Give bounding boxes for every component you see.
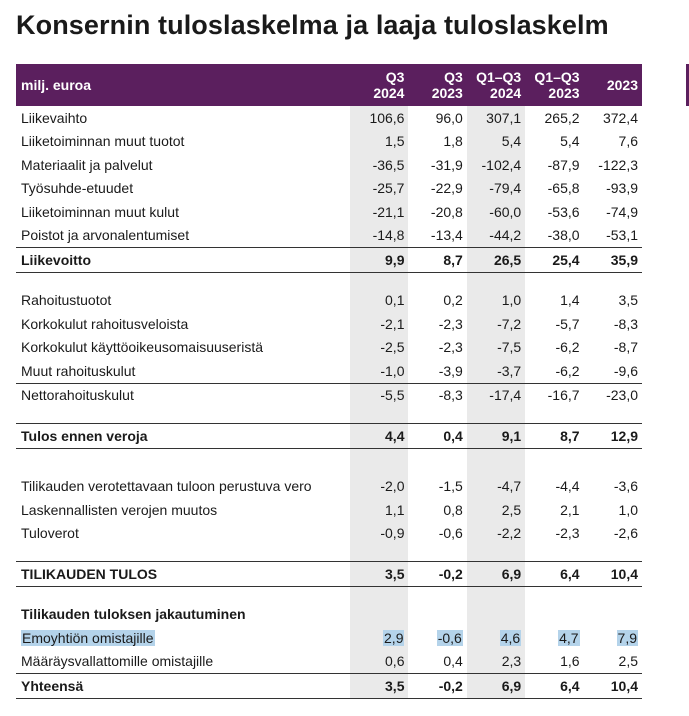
spacer-row xyxy=(16,545,642,562)
table-row xyxy=(16,650,642,674)
cell: -8,3 xyxy=(613,315,638,332)
cell: 307,1 xyxy=(467,106,525,130)
table-row xyxy=(16,336,642,360)
total-row-net-profit xyxy=(16,562,642,587)
cell: -3,6 xyxy=(613,478,638,495)
table-row xyxy=(16,224,642,248)
table-row xyxy=(16,475,642,499)
table-row xyxy=(16,106,642,130)
cell xyxy=(408,626,466,650)
cell: -79,4 xyxy=(467,177,525,201)
cell: -25,7 xyxy=(350,177,408,201)
cell: -8,3 xyxy=(438,387,463,404)
spacer-row xyxy=(16,272,642,289)
table-row xyxy=(16,359,642,383)
cell: 7,6 xyxy=(618,133,638,150)
cell: -1,5 xyxy=(438,478,463,495)
cell: -5,5 xyxy=(350,383,408,407)
cell: 2,1 xyxy=(560,501,580,518)
total-row-operating-profit xyxy=(16,248,642,273)
cell: -53,1 xyxy=(606,227,638,244)
section-heading-row xyxy=(16,603,642,627)
cell: -9,6 xyxy=(584,359,642,383)
row-label: Liiketoiminnan muut kulut xyxy=(21,203,179,220)
cell: -0,2 xyxy=(408,674,466,699)
cell: 3,5 xyxy=(618,292,638,309)
cell: 0,8 xyxy=(443,501,463,518)
table-row xyxy=(16,626,642,650)
cell: 1,4 xyxy=(560,292,580,309)
cell xyxy=(467,626,525,650)
cell: -20,8 xyxy=(430,203,463,220)
cell: -0,6 xyxy=(438,525,463,542)
total-row-sum xyxy=(16,674,642,699)
row-label: Rahoitustuotot xyxy=(21,292,112,309)
total-row-profit-before-tax xyxy=(16,424,642,449)
cell: 3,5 xyxy=(350,674,408,699)
cell: 96,0 xyxy=(435,109,463,126)
row-label: TILIKAUDEN TULOS xyxy=(16,562,350,587)
cell: 12,9 xyxy=(584,424,642,449)
spacer-row xyxy=(16,586,642,603)
cell: -3,7 xyxy=(467,359,525,383)
table-row xyxy=(16,153,642,177)
col-header-q3-2023: Q3 2023 xyxy=(408,64,466,106)
row-label: Liikevoitto xyxy=(16,248,350,273)
table-row xyxy=(16,498,642,522)
cell: -2,1 xyxy=(350,312,408,336)
cell: 1,1 xyxy=(350,498,408,522)
cell: 9,9 xyxy=(350,248,408,273)
row-label xyxy=(16,626,350,650)
cell: 35,9 xyxy=(584,248,642,273)
cell: -87,9 xyxy=(547,156,580,173)
cell: 5,4 xyxy=(560,133,580,150)
cell: 106,6 xyxy=(350,106,408,130)
cell: -22,9 xyxy=(430,180,463,197)
cell: -74,9 xyxy=(606,203,638,220)
cell: -4,7 xyxy=(467,475,525,499)
table-row xyxy=(16,383,642,407)
row-label: Tulos ennen veroja xyxy=(16,424,350,449)
table-row xyxy=(16,200,642,224)
cell: -2,2 xyxy=(467,522,525,546)
cell: -6,2 xyxy=(525,359,583,383)
cell: 3,5 xyxy=(350,562,408,587)
cell: -93,9 xyxy=(606,180,638,197)
row-label: Tilikauden verotettavaan tuloon perustuva vero xyxy=(21,478,312,495)
row-label: Korkokulut käyttöoikeusomaisuuseristä xyxy=(21,339,264,356)
cell: 10,4 xyxy=(584,562,642,587)
highlighted-text: -0,6 xyxy=(437,629,462,646)
cell: 2,3 xyxy=(467,650,525,674)
unit-header: milj. euroa xyxy=(16,64,350,106)
cell xyxy=(350,626,408,650)
cell: -0,9 xyxy=(350,522,408,546)
table-row xyxy=(16,289,642,313)
cell: 6,4 xyxy=(525,562,583,587)
highlighted-text: 7,9 xyxy=(617,629,637,646)
row-label: Materiaalit ja palvelut xyxy=(21,156,153,173)
cell: 1,8 xyxy=(443,133,463,150)
cell: -23,0 xyxy=(606,387,638,404)
income-statement-table-wrap xyxy=(16,64,642,699)
highlighted-text: Emoyhtiön omistajille xyxy=(22,629,154,646)
row-label: Korkokulut rahoitusveloista xyxy=(21,315,189,332)
cell: 2,5 xyxy=(467,498,525,522)
col-header-2023: 2023 xyxy=(584,64,642,106)
cell: 0,4 xyxy=(408,424,466,449)
spacer-row xyxy=(16,448,642,475)
row-label: Yhteensä xyxy=(16,674,350,699)
row-label: Muut rahoituskulut xyxy=(16,359,350,383)
cell: 2,5 xyxy=(618,653,638,670)
section-heading: Tilikauden tuloksen jakautuminen xyxy=(21,606,246,623)
table-row xyxy=(16,130,642,154)
cell: -31,9 xyxy=(430,156,463,173)
col-header-q3-2024: Q3 2024 xyxy=(350,64,408,106)
cell: 9,1 xyxy=(467,424,525,449)
cell: -13,4 xyxy=(430,227,463,244)
cell: 8,7 xyxy=(525,424,583,449)
cell: -122,3 xyxy=(598,156,638,173)
highlighted-text: 2,9 xyxy=(384,629,404,646)
row-label: Laskennallisten verojen muutos xyxy=(21,501,218,518)
cell: 10,4 xyxy=(584,674,642,699)
row-label: Poistot ja arvonalentumiset xyxy=(21,227,190,244)
cell: -3,9 xyxy=(408,359,466,383)
cell: -2,3 xyxy=(555,525,580,542)
cell: -60,0 xyxy=(467,200,525,224)
row-label: Liiketoiminnan muut tuotot xyxy=(21,133,185,150)
table-row xyxy=(16,177,642,201)
cell: -36,5 xyxy=(350,153,408,177)
cell: -14,8 xyxy=(350,224,408,248)
cell: -2,0 xyxy=(350,475,408,499)
income-statement-table xyxy=(16,64,642,699)
cell: 6,4 xyxy=(525,674,583,699)
cell: 1,6 xyxy=(560,653,580,670)
row-label: Nettorahoituskulut xyxy=(21,387,134,404)
table-row xyxy=(16,522,642,546)
cell: -2,3 xyxy=(438,315,463,332)
cell: -8,7 xyxy=(613,339,638,356)
cell: -21,1 xyxy=(350,200,408,224)
cell: 265,2 xyxy=(544,109,580,126)
cell: -17,4 xyxy=(467,383,525,407)
table-header-row xyxy=(16,64,642,106)
cell: 6,9 xyxy=(467,562,525,587)
cell: -5,7 xyxy=(555,315,580,332)
cell: 25,4 xyxy=(525,248,583,273)
page-title: Konsernin tuloslaskelma ja laaja tuloslaskelm xyxy=(16,10,609,40)
cell: -38,0 xyxy=(547,227,580,244)
cell: 5,4 xyxy=(467,130,525,154)
cell: -0,2 xyxy=(408,562,466,587)
cell: 372,4 xyxy=(602,109,638,126)
cell: -2,3 xyxy=(438,339,463,356)
cell: 0,6 xyxy=(350,650,408,674)
highlighted-text: 4,7 xyxy=(559,629,579,646)
cell: 1,5 xyxy=(350,130,408,154)
cell: -16,7 xyxy=(547,387,580,404)
cell: 26,5 xyxy=(467,248,525,273)
cell: -1,0 xyxy=(350,359,408,383)
row-label: Tuloverot xyxy=(21,525,79,542)
highlighted-text: 4,6 xyxy=(500,629,521,646)
cell: 0,4 xyxy=(443,653,463,670)
cell: -102,4 xyxy=(467,153,525,177)
cell: -6,2 xyxy=(555,339,580,356)
cell: -4,4 xyxy=(555,478,580,495)
spacer-row xyxy=(16,407,642,424)
row-label: Liikevaihto xyxy=(21,109,88,126)
cell: 1,0 xyxy=(467,289,525,313)
cell: 4,4 xyxy=(350,424,408,449)
col-header-q1q3-2024: Q1–Q3 2024 xyxy=(467,64,525,106)
cell: -7,2 xyxy=(467,312,525,336)
cell: 8,7 xyxy=(408,248,466,273)
cell: -53,6 xyxy=(547,203,580,220)
cell: -65,8 xyxy=(547,180,580,197)
cell: 6,9 xyxy=(467,674,525,699)
cell: -2,6 xyxy=(613,525,638,542)
cell: -7,5 xyxy=(467,336,525,360)
table-row xyxy=(16,312,642,336)
cell xyxy=(525,626,583,650)
cell: 1,0 xyxy=(618,501,638,518)
cell: -44,2 xyxy=(467,224,525,248)
cell: 0,1 xyxy=(350,289,408,313)
col-header-q1q3-2023: Q1–Q3 2023 xyxy=(525,64,583,106)
cell xyxy=(584,626,642,650)
row-label: Työsuhde-etuudet xyxy=(21,180,134,197)
row-label: Määräysvallattomille omistajille xyxy=(21,653,214,670)
cell: 0,2 xyxy=(443,292,463,309)
cell: -2,5 xyxy=(350,336,408,360)
